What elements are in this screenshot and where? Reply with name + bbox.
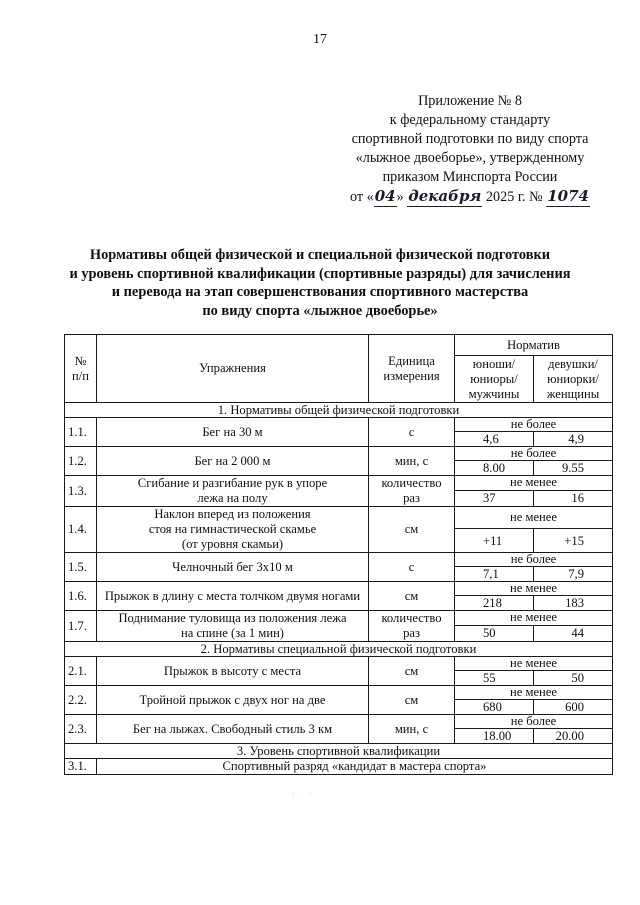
handwritten-day: 04 (374, 187, 396, 205)
appendix-line: Приложение № 8 (418, 93, 522, 109)
document-title (40, 246, 600, 320)
row-unit: см (369, 657, 455, 686)
row-exercise: Тройной прыжок с двух ног на две (97, 686, 369, 715)
appendix-line: «лыжное двоеборье», утвержденному (355, 150, 585, 166)
table-row (65, 418, 613, 432)
faint-mark: · · · (292, 790, 314, 799)
page-number: 17 (313, 32, 327, 47)
row-value-girls: 20.00 (534, 729, 613, 744)
row-number: 1.4. (65, 507, 97, 553)
row-exercise: Сгибание и разгибание рук в упоре лежа на полу (97, 476, 369, 507)
header-unit: Единица измерения (369, 335, 455, 403)
title-line: и уровень спортивной квалификации (спортивные разряды) для зачисления (69, 265, 571, 282)
row-condition: не менее (455, 507, 613, 529)
appendix-line: спортивной подготовки по виду спорта (351, 131, 589, 147)
header-girls: девушки/ юниорки/ женщины (534, 356, 613, 403)
row-value-boys: 55 (455, 671, 534, 686)
header-exercise: Упражнения (97, 335, 369, 403)
table-row (65, 553, 613, 567)
row-value-girls: +15 (534, 529, 613, 553)
row-value-boys: 50 (455, 625, 534, 641)
row-unit: см (369, 686, 455, 715)
title-line: по виду спорта «лыжное двоеборье» (202, 302, 438, 319)
table-row (65, 657, 613, 671)
row-value-boys: 4,6 (455, 432, 534, 447)
row-number: 1.3. (65, 476, 97, 507)
row-exercise: Поднимание туловища из положения лежа на спине (за 1 мин) (97, 611, 369, 642)
row-value-boys: 8.00 (455, 461, 534, 476)
row-unit: мин, с (369, 447, 455, 476)
row-unit: с (369, 553, 455, 582)
row-condition: не более (455, 447, 613, 461)
row-value-girls: 4,9 (534, 432, 613, 447)
table-row (65, 447, 613, 461)
row-value-boys: 680 (455, 700, 534, 715)
appendix-line: приказом Минспорта России (382, 169, 558, 185)
row-value-boys: 7,1 (455, 567, 534, 582)
handwritten-month: декабря (408, 187, 482, 205)
row-number: 1.1. (65, 418, 97, 447)
table-row (65, 582, 613, 596)
row-value-girls: 7,9 (534, 567, 613, 582)
title-line: и перевода на этап совершенствования спортивного мастерства (111, 284, 529, 300)
year-text: 2025 г. № (485, 189, 543, 205)
handwritten-order-number: 1074 (547, 187, 589, 205)
row-value-girls: 183 (534, 596, 613, 611)
row-number: 2.2. (65, 686, 97, 715)
row-condition: не менее (455, 582, 613, 596)
table-row (65, 507, 613, 529)
order-date-line (330, 187, 610, 207)
table-row (65, 715, 613, 729)
row-exercise: Прыжок в высоту с места (97, 657, 369, 686)
row-condition: не менее (455, 686, 613, 700)
table-row (65, 686, 613, 700)
row-exercise: Бег на 2 000 м (97, 447, 369, 476)
header-norm: Норматив (455, 335, 613, 356)
header-num: № п/п (65, 335, 97, 403)
row-unit: с (369, 418, 455, 447)
table-row (65, 611, 613, 626)
row-number: 1.5. (65, 553, 97, 582)
row-number: 3.1. (65, 759, 97, 775)
row-condition: не менее (455, 476, 613, 491)
row-value-girls: 44 (534, 625, 613, 641)
row-value-girls: 16 (534, 490, 613, 506)
row-value-boys: 218 (455, 596, 534, 611)
row-number: 1.7. (65, 611, 97, 642)
row-condition: не более (455, 715, 613, 729)
row-value-boys: +11 (455, 529, 534, 553)
date-prefix: от « (350, 189, 374, 205)
appendix-line: к федеральному стандарту (389, 112, 551, 128)
row-unit: см (369, 582, 455, 611)
row-condition: не менее (455, 611, 613, 626)
table-row (65, 476, 613, 491)
row-number: 2.3. (65, 715, 97, 744)
row-exercise: Наклон вперед из положения стоя на гимнастической скамье (от уровня скамьи) (97, 507, 369, 553)
row-value-girls: 9.55 (534, 461, 613, 476)
table-row (65, 759, 613, 775)
appendix-header (330, 92, 610, 207)
row-number: 2.1. (65, 657, 97, 686)
section-heading: 2. Нормативы специальной физической подготовки (65, 642, 613, 657)
row-condition: не более (455, 553, 613, 567)
row-exercise: Прыжок в длину с места толчком двумя ногами (97, 582, 369, 611)
row-condition: не более (455, 418, 613, 432)
row-condition: не менее (455, 657, 613, 671)
norms-body (65, 403, 613, 775)
row-number: 1.2. (65, 447, 97, 476)
section-heading: 3. Уровень спортивной квалификации (65, 744, 613, 759)
row-unit: мин, с (369, 715, 455, 744)
row-value-girls: 600 (534, 700, 613, 715)
section-heading: 1. Нормативы общей физической подготовки (65, 403, 613, 418)
row-unit: количество раз (369, 476, 455, 507)
row-value-boys: 37 (455, 490, 534, 506)
row-exercise: Бег на 30 м (97, 418, 369, 447)
row-exercise: Челночный бег 3х10 м (97, 553, 369, 582)
row-exercise: Спортивный разряд «кандидат в мастера спорта» (97, 759, 613, 775)
date-mid: » (396, 189, 404, 205)
row-unit: количество раз (369, 611, 455, 642)
row-value-boys: 18.00 (455, 729, 534, 744)
row-unit: см (369, 507, 455, 553)
title-line: Нормативы общей физической и специальной физической подготовки (89, 247, 551, 263)
header-boys: юноши/ юниоры/ мужчины (455, 356, 534, 403)
row-exercise: Бег на лыжах. Свободный стиль 3 км (97, 715, 369, 744)
row-number: 1.6. (65, 582, 97, 611)
row-value-girls: 50 (534, 671, 613, 686)
norms-table (64, 334, 613, 775)
